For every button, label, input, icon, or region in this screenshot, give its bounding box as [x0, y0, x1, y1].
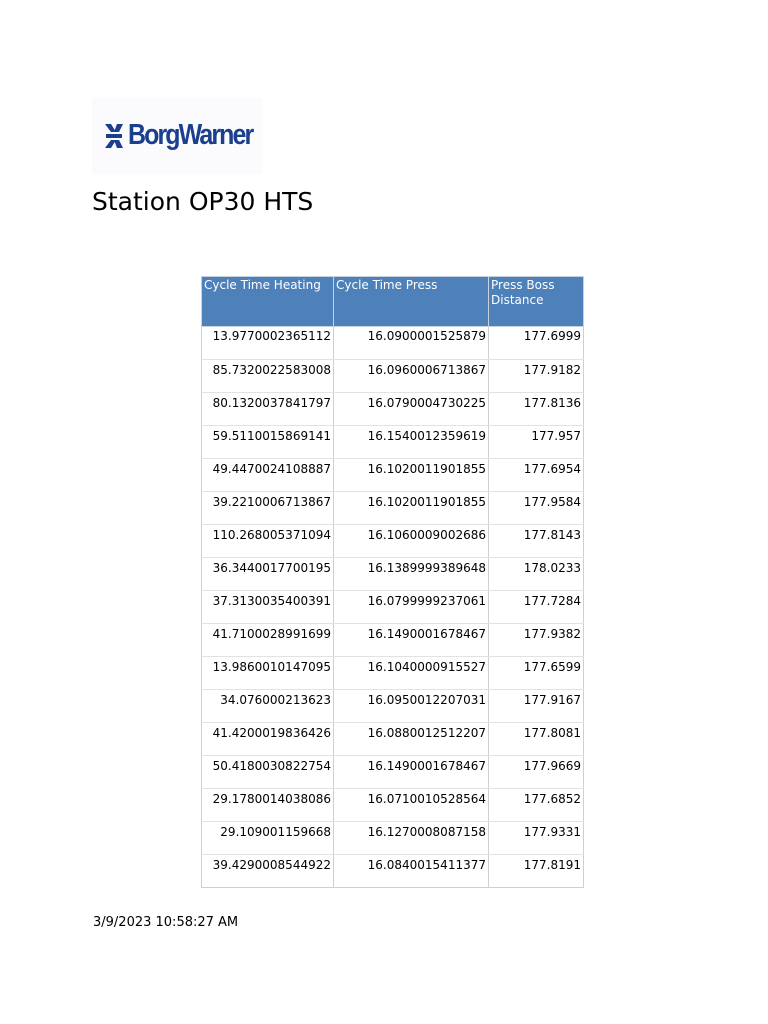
- column-header-cycle-time-heating: Cycle Time Heating: [202, 277, 334, 327]
- table-row: [202, 822, 584, 855]
- table-cell: 49.4470024108887: [202, 459, 334, 492]
- table-cell: 177.9167: [489, 690, 584, 723]
- table-cell: 178.0233: [489, 558, 584, 591]
- table-row: [202, 426, 584, 459]
- table-cell: 16.1490001678467: [334, 624, 489, 657]
- table-cell: 50.4180030822754: [202, 756, 334, 789]
- table-row: [202, 690, 584, 723]
- table-row: [202, 492, 584, 525]
- table-cell: 177.7284: [489, 591, 584, 624]
- data-table: [201, 276, 584, 888]
- table-cell: 16.0710010528564: [334, 789, 489, 822]
- borgwarner-logo-icon: [104, 123, 124, 149]
- table-cell: 177.6954: [489, 459, 584, 492]
- table-cell: 16.1490001678467: [334, 756, 489, 789]
- table-cell: 39.4290008544922: [202, 855, 334, 888]
- table-cell: 16.0790004730225: [334, 393, 489, 426]
- table-cell: 16.1389999389648: [334, 558, 489, 591]
- table-cell: 177.8136: [489, 393, 584, 426]
- table-cell: 16.1020011901855: [334, 459, 489, 492]
- table-row: [202, 789, 584, 822]
- table-row: [202, 360, 584, 393]
- table-cell: 177.957: [489, 426, 584, 459]
- report-timestamp: 3/9/2023 10:58:27 AM: [93, 915, 239, 930]
- table-cell: 177.8143: [489, 525, 584, 558]
- table-cell: 36.3440017700195: [202, 558, 334, 591]
- table-cell: 59.5110015869141: [202, 426, 334, 459]
- table-cell: 41.7100028991699: [202, 624, 334, 657]
- table-row: [202, 657, 584, 690]
- table-cell: 16.1540012359619: [334, 426, 489, 459]
- table-row: [202, 855, 584, 888]
- table-cell: 177.6852: [489, 789, 584, 822]
- table-cell: 29.1780014038086: [202, 789, 334, 822]
- logo-wordmark: BorgWarner: [128, 119, 253, 151]
- table-cell: 16.0880012512207: [334, 723, 489, 756]
- table-row: [202, 327, 584, 360]
- table-row: [202, 756, 584, 789]
- table-cell: 177.6599: [489, 657, 584, 690]
- table-cell: 41.4200019836426: [202, 723, 334, 756]
- table-cell: 39.2210006713867: [202, 492, 334, 525]
- table-row: [202, 393, 584, 426]
- table-row: [202, 459, 584, 492]
- table-cell: 29.109001159668: [202, 822, 334, 855]
- table-cell: 16.0900001525879: [334, 327, 489, 360]
- table-cell: 16.1270008087158: [334, 822, 489, 855]
- table-cell: 34.076000213623: [202, 690, 334, 723]
- table-cell: 13.9770002365112: [202, 327, 334, 360]
- company-logo: [92, 98, 262, 174]
- table-row: [202, 591, 584, 624]
- table-cell: 177.9382: [489, 624, 584, 657]
- table-cell: 16.1020011901855: [334, 492, 489, 525]
- table-cell: 177.8081: [489, 723, 584, 756]
- column-header-press-boss-distance: Press Boss Distance: [489, 277, 584, 327]
- table-cell: 177.9331: [489, 822, 584, 855]
- table-row: [202, 558, 584, 591]
- table-cell: 177.9669: [489, 756, 584, 789]
- table-cell: 177.9584: [489, 492, 584, 525]
- column-header-cycle-time-press: Cycle Time Press: [334, 277, 489, 327]
- table-cell: 37.3130035400391: [202, 591, 334, 624]
- table-cell: 13.9860010147095: [202, 657, 334, 690]
- table-cell: 177.8191: [489, 855, 584, 888]
- table-row: [202, 624, 584, 657]
- table-cell: 16.0840015411377: [334, 855, 489, 888]
- table-cell: 110.268005371094: [202, 525, 334, 558]
- table-row: [202, 723, 584, 756]
- table-cell: 16.1040000915527: [334, 657, 489, 690]
- page-title: Station OP30 HTS: [92, 187, 314, 216]
- table-cell: 85.7320022583008: [202, 360, 334, 393]
- table-row: [202, 525, 584, 558]
- table-cell: 80.1320037841797: [202, 393, 334, 426]
- table-cell: 16.0960006713867: [334, 360, 489, 393]
- table-cell: 177.9182: [489, 360, 584, 393]
- table-header-row: [202, 277, 584, 327]
- table-cell: 177.6999: [489, 327, 584, 360]
- table-cell: 16.0799999237061: [334, 591, 489, 624]
- table-cell: 16.0950012207031: [334, 690, 489, 723]
- table-cell: 16.1060009002686: [334, 525, 489, 558]
